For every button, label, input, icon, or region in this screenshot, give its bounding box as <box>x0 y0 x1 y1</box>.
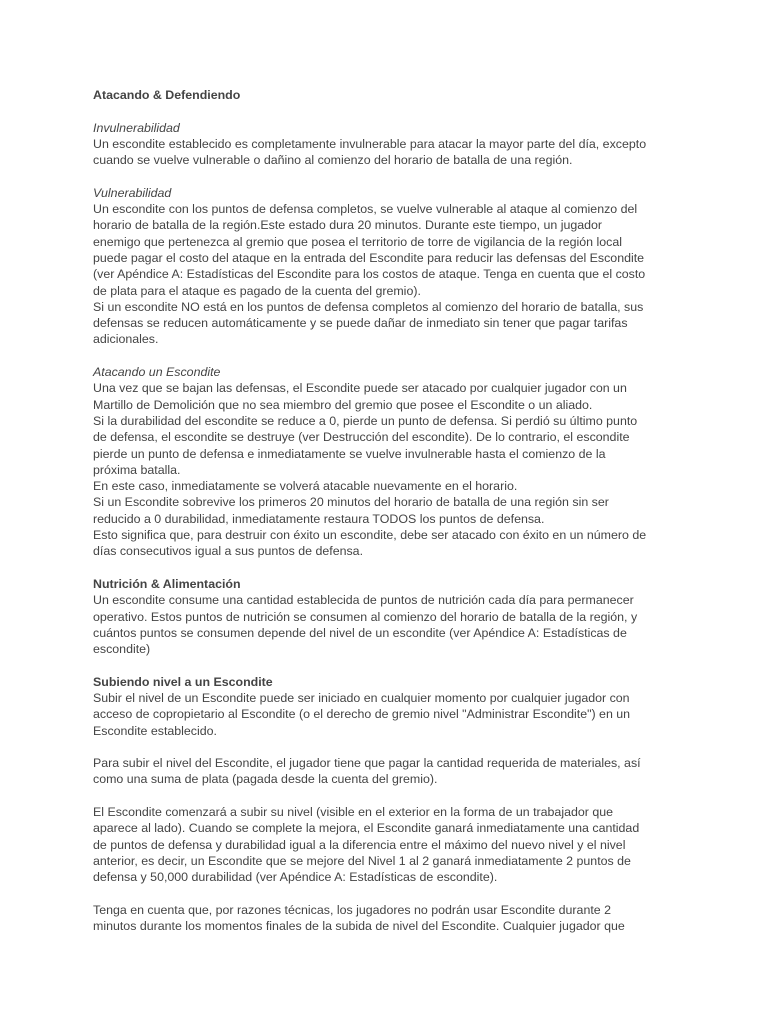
document-title: Atacando & Defendiendo <box>93 88 241 102</box>
paragraph-subiendo-4: Tenga en cuenta que, por razones técnicas, los jugadores no podrán usar Escondite durante 2 minutos durante los momentos finales de la subida de nivel del Escondite. Cualquier jugador que <box>93 902 625 934</box>
paragraph-nutricion: Un escondite consume una cantidad establecida de puntos de nutrición cada día para permanecer operativo. Estos puntos de nutrición se consumen al comienzo del horario de batalla de la región, y cuántos puntos se consumen depende del nivel de un escondite (ver Apéndice A: Estadísticas de escondite) <box>93 593 638 657</box>
heading-invulnerabilidad: Invulnerabilidad <box>93 120 180 135</box>
paragraph-subiendo-1: Subir el nivel de un Escondite puede ser iniciado en cualquier momento por cualquier jugador con acceso de copropietario al Escondite (o el derecho de gremio nivel "Administrar Escondite") en un Escondite establecido. <box>93 690 631 738</box>
document-page <box>93 87 673 934</box>
paragraph-vulnerabilidad: Un escondite con los puntos de defensa completos, se vuelve vulnerable al ataque al comienzo del horario de batalla de la región.Este estado dura 20 minutos. Durante este tiempo, un jugador enemigo que pertenezca al gremio que posea el territorio de torre de vigilancia de la región local puede pagar el costo del ataque en la entrada del Escondite para reducir las defensas del Escondite (ver Apéndice A: Estadísticas del Escondite para los costos de ataque. Tenga en cuenta que el costo de plata para el ataque es pagado de la cuenta del gremio). Si un escondite NO está en los puntos de defensa completos al comienzo del horario de batalla, sus defensas se reducen automáticamente y se puede dañar de inmediato sin tener que pagar tarifas adicionales. <box>93 202 646 347</box>
paragraph-subiendo-3: El Escondite comenzará a subir su nivel (visible en el exterior en la forma de un trabajador que aparece al lado). Cuando se complete la mejora, el Escondite ganará inmediatamente una cantidad de puntos de defensa y durabilidad igual a la diferencia entre el máximo del nuevo nivel y el nivel anterior, es decir, un Escondite que se mejore del Nivel 1 al 2 ganará inmediatamente 2 puntos de defensa y 50,000 durabilidad (ver Apéndice A: Estadísticas de escondite). <box>93 805 640 885</box>
paragraph-invulnerabilidad: Un escondite establecido es completamente invulnerable para atacar la mayor parte del día, excepto cuando se vuelve vulnerable o dañino al comienzo del horario de batalla de una región. <box>93 136 647 168</box>
heading-vulnerabilidad: Vulnerabilidad <box>93 185 172 200</box>
paragraph-subiendo-2: Para subir el nivel del Escondite, el jugador tiene que pagar la cantidad requerida de materiales, así como una suma de plata (pagada desde la cuenta del gremio). <box>93 756 641 787</box>
heading-nutricion: Nutrición & Alimentación <box>93 576 241 591</box>
heading-atacando: Atacando un Escondite <box>93 365 221 380</box>
heading-subiendo: Subiendo nivel a un Escondite <box>93 674 273 689</box>
paragraph-atacando: Una vez que se bajan las defensas, el Escondite puede ser atacado por cualquier jugador con un Martillo de Demolición que no sea miembro del gremio que posee el Escondite o un aliado. Si la durabilidad del escondite se reduce a 0, pierde un punto de defensa. Si perdió su último punto de defensa, el escondite se destruye (ver Destrucción del escondite). De lo contrario, el escondite pierde un punto de defensa e inmediatamente se vuelve invulnerable hasta el comienzo de la próxima batalla. En este caso, inmediatamente se volverá atacable nuevamente en el horario. Si un Escondite sobrevive los primeros 20 minutos del horario de batalla de una región sin ser reducido a 0 durabilidad, inmediatamente restaura TODOS los puntos de defensa. Esto significa que, para destruir con éxito un escondite, debe ser atacado con éxito en un número de días consecutivos igual a sus puntos de defensa. <box>93 381 647 559</box>
